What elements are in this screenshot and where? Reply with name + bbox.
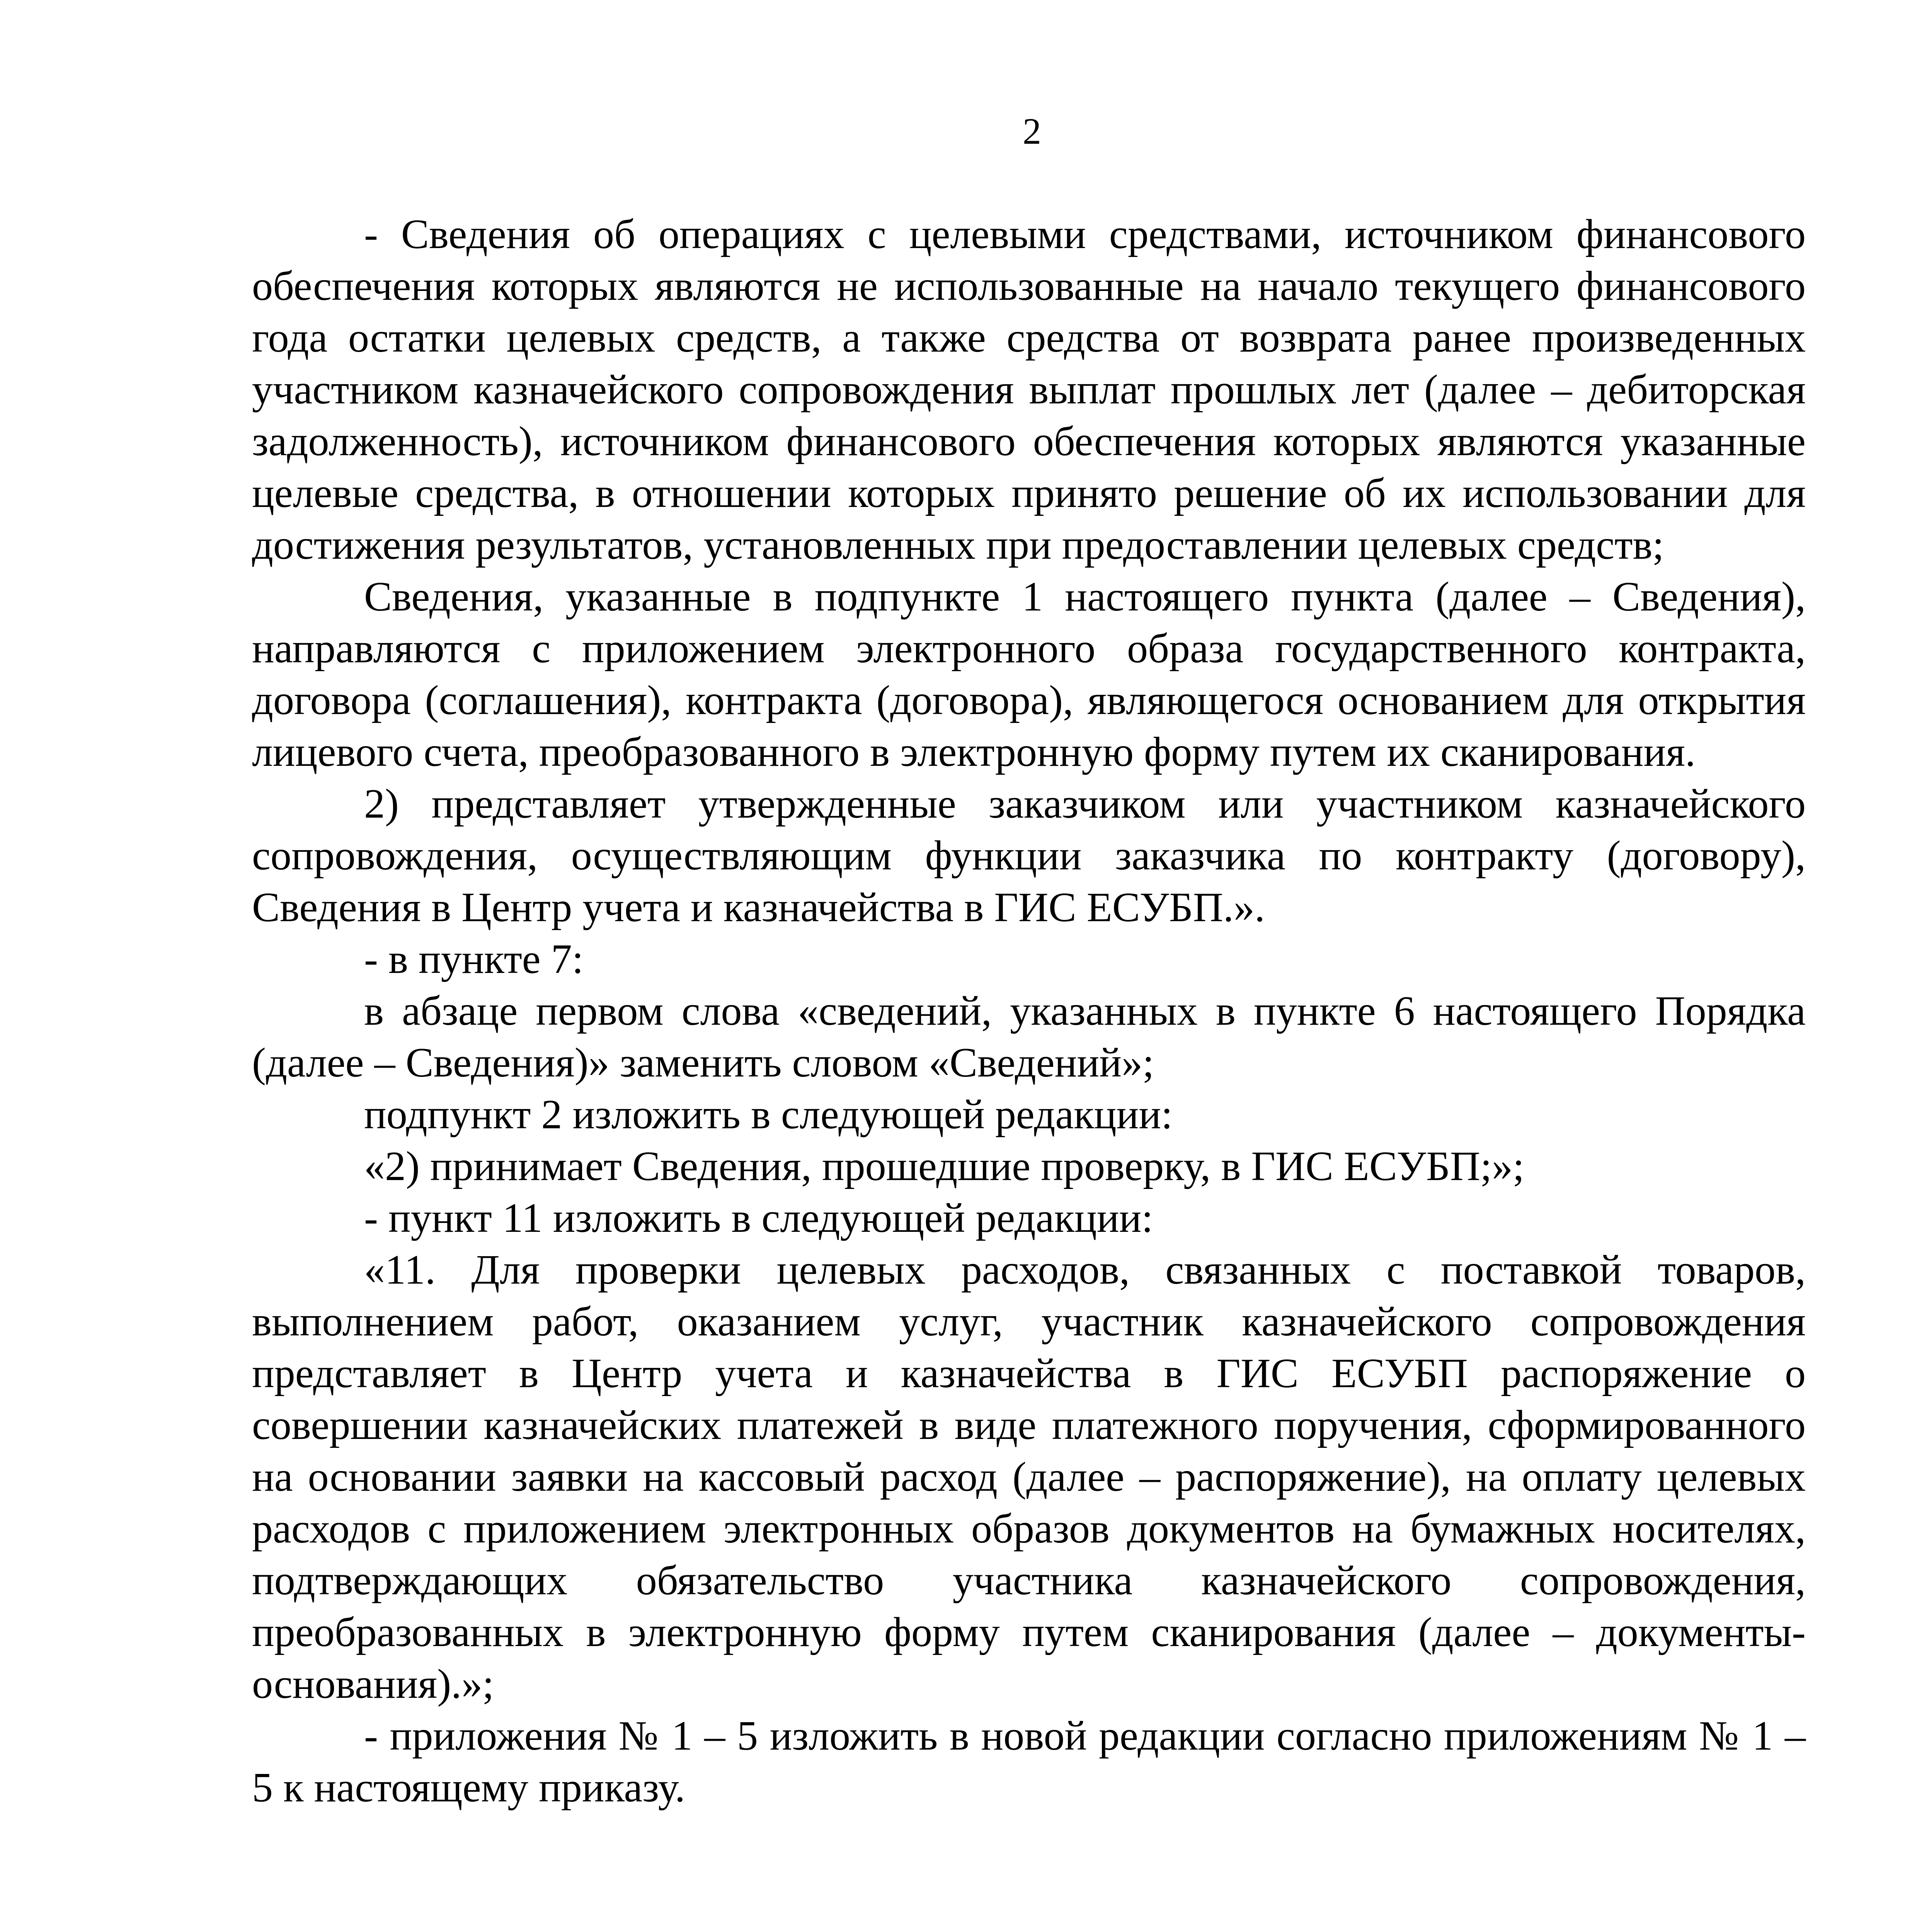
page-number: 2 (1023, 111, 1041, 152)
paragraph-item-11-text: «11. Для проверки целевых расходов, связанных с поставкой товаров, выполнением работ, оказанием услуг, участник казначейского сопровождения представляет в Центр учета и казначейства в ГИС ЕСУБП распоряжение о совершении казначейских платежей в виде платежного поручения, сформированного на основании заявки на кассовый расход (далее – распоряжение), на оплату целевых расходов с приложением электронных образов документов на бумажных носителях, подтверждающих обязательство участника казначейского сопровождения, преобразованных в электронную форму путем сканирования (далее – документы-основания).»; (252, 1247, 1806, 1707)
paragraph-subitem-2: 2) представляет утвержденные заказчиком или участником казначейского сопровождения, осуществляющим функции заказчика по контракту (договору), Сведения в Центр учета и казначейства в ГИС ЕСУБП.». (252, 781, 1806, 930)
paragraph-appendices: - приложения № 1 – 5 изложить в новой редакции согласно приложениям № 1 – 5 к настоящему приказу. (252, 1713, 1806, 1811)
paragraph-item-7: - в пункте 7: (364, 936, 584, 982)
document-body (252, 209, 1806, 1814)
paragraph-first-abzac: в абзаце первом слова «сведений, указанных в пункте 6 настоящего Порядка (далее – Сведения)» заменить словом «Сведений»; (252, 988, 1806, 1086)
paragraph-subitem-2-edit: подпункт 2 изложить в следующей редакции: (364, 1092, 1173, 1138)
paragraph-operations-info: - Сведения об операциях с целевыми средствами, источником финансового обеспечения которых являются не использованные на начало текущего финансового года остатки целевых средств, а также средства от возврата ранее произведенных участником казначейского сопровождения выплат прошлых лет (далее – дебиторская задолженность), источником финансового обеспечения которых являются указанные целевые средства, в отношении которых принято решение об их использовании для достижения результатов, установленных при предоставлении целевых средств; (252, 211, 1806, 568)
paragraph-item-11: - пункт 11 изложить в следующей редакции: (364, 1195, 1153, 1241)
paragraph-accepts-info: «2) принимает Сведения, прошедшие проверку, в ГИС ЕСУБП;»; (364, 1143, 1524, 1189)
paragraph-info-attachment: Сведения, указанные в подпункте 1 настоящего пункта (далее – Сведения), направляются с приложением электронного образа государственного контракта, договора (соглашения), контракта (договора), являющегося основанием для открытия лицевого счета, преобразованного в электронную форму путем их сканирования. (252, 574, 1806, 775)
